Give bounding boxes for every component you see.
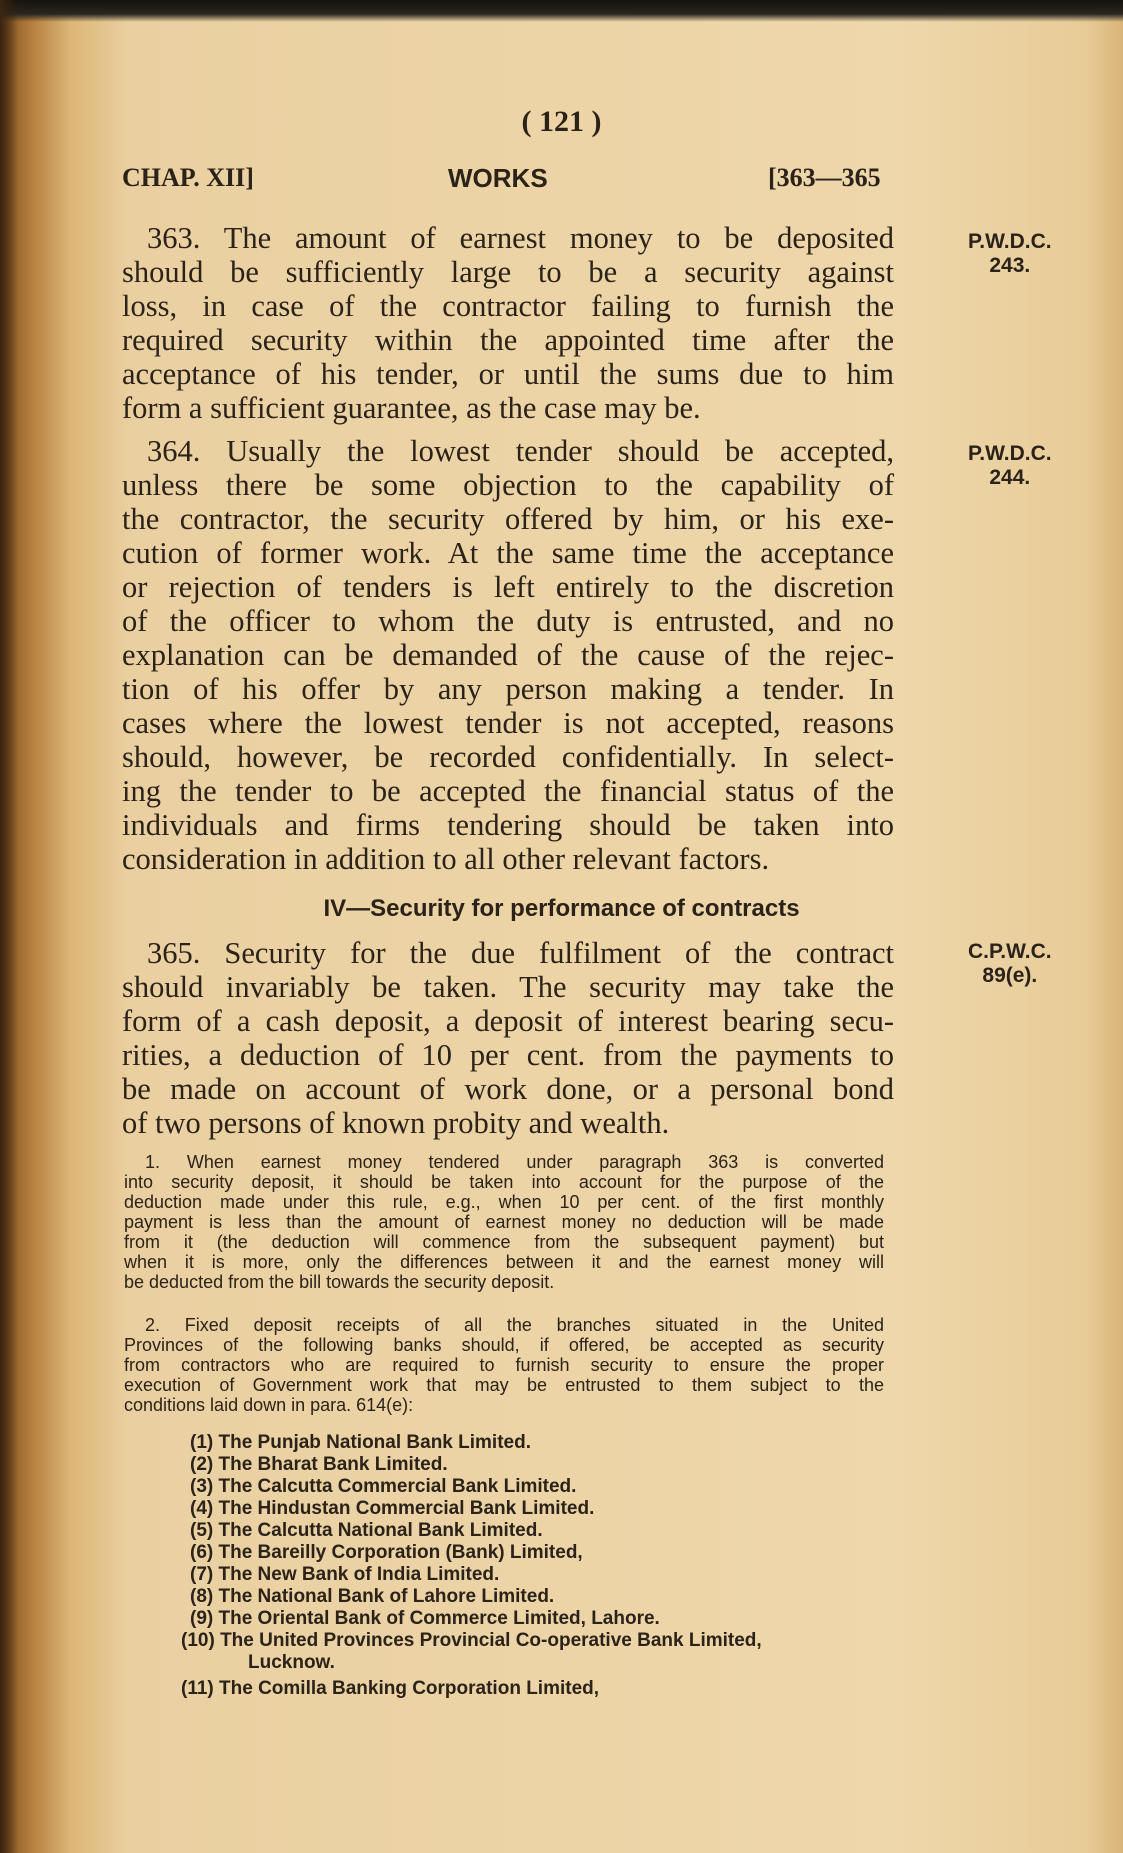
para-363-line: acceptance of his tender, or until the sums due to him <box>122 357 894 391</box>
bank-list-item: (6) The Bareilly Corporation (Bank) Limited, <box>190 1542 583 1563</box>
note-1-line: be deducted from the bill towards the security deposit. <box>124 1272 555 1292</box>
note-1-line: when it is more, only the differences between it and the earnest money will <box>124 1252 884 1272</box>
bank-list-item: (1) The Punjab National Bank Limited. <box>190 1432 531 1453</box>
para-365-line: 365. Security for the due fulfilment of the contract <box>147 936 894 970</box>
para-364-line: individuals and firms tendering should be taken into <box>122 808 894 842</box>
margin-ref-364 <box>968 442 1052 490</box>
para-364-line: ing the tender to be accepted the financial status of the <box>122 774 894 808</box>
para-363-line: form a sufficient guarantee, as the case may be. <box>122 391 701 425</box>
bank-list-item: (11) The Comilla Banking Corporation Limited, <box>181 1678 600 1699</box>
note-2-line: conditions laid down in para. 614(e): <box>124 1395 414 1415</box>
para-365-line: be made on account of work done, or a personal bond <box>122 1072 894 1106</box>
margin-ref-number: 243. <box>989 254 1031 277</box>
running-title: WORKS <box>448 163 548 193</box>
para-364-line: explanation can be demanded of the cause of the rejec- <box>122 638 894 672</box>
note-2-line: from contractors who are required to furnish security to ensure the proper <box>124 1355 884 1375</box>
para-364-line: tion of his offer by any person making a tender. In <box>122 672 894 706</box>
bank-list-item: (9) The Oriental Bank of Commerce Limited, Lahore. <box>190 1608 660 1629</box>
bank-list-item-continued: Lucknow. <box>248 1652 335 1673</box>
note-1-line: from it (the deduction will commence from the subsequent payment) but <box>124 1232 884 1252</box>
margin-ref-source: P.W.D.C. <box>968 442 1052 465</box>
page-number: ( 121 ) <box>521 105 602 138</box>
note-1-line: payment is less than the amount of earnest money no deduction will be made <box>124 1212 884 1232</box>
note-1-line: into security deposit, it should be taken into account for the purpose of the <box>124 1172 884 1192</box>
chapter-label: CHAP. XII] <box>122 163 254 192</box>
section-heading: IV—Security for performance of contracts <box>323 895 800 922</box>
para-364-line: 364. Usually the lowest tender should be accepted, <box>147 434 894 468</box>
margin-ref-365 <box>968 940 1052 988</box>
bank-list-item: (3) The Calcutta Commercial Bank Limited. <box>190 1476 577 1497</box>
bank-list-item: (4) The Hindustan Commercial Bank Limited. <box>190 1498 595 1519</box>
para-364-line: cases where the lowest tender is not accepted, reasons <box>122 706 894 740</box>
bank-list-item: (2) The Bharat Bank Limited. <box>190 1454 448 1475</box>
para-364-line: cution of former work. At the same time the acceptance <box>122 536 894 570</box>
bank-list-item: (8) The National Bank of Lahore Limited. <box>190 1586 555 1607</box>
margin-ref-number: 244. <box>989 466 1031 489</box>
para-364-line: unless there be some objection to the capability of <box>122 468 894 502</box>
para-365-line: form of a cash deposit, a deposit of interest bearing secu- <box>122 1004 894 1038</box>
note-2-line: 2. Fixed deposit receipts of all the branches situated in the United <box>145 1315 884 1335</box>
paragraph-range: [363—365 <box>768 163 881 192</box>
para-364-line: or rejection of tenders is left entirely to the discretion <box>122 570 894 604</box>
para-365-line: should invariably be taken. The security may take the <box>122 970 894 1004</box>
para-364-line: the contractor, the security offered by him, or his exe- <box>122 502 894 536</box>
margin-ref-number: 89(e). <box>982 964 1038 987</box>
note-1-line: deduction made under this rule, e.g., when 10 per cent. of the first monthly <box>124 1192 884 1212</box>
margin-ref-source: C.P.W.C. <box>968 940 1052 963</box>
para-365-line: of two persons of known probity and wealth. <box>122 1106 670 1140</box>
para-364-line: consideration in addition to all other relevant factors. <box>122 842 770 876</box>
para-364-line: should, however, be recorded confidentially. In select- <box>122 740 894 774</box>
para-365-line: rities, a deduction of 10 per cent. from the payments to <box>122 1038 894 1072</box>
bank-list-item: (5) The Calcutta National Bank Limited. <box>190 1520 543 1541</box>
para-363-line: loss, in case of the contractor failing to furnish the <box>122 289 894 323</box>
para-363-line: should be sufficiently large to be a security against <box>122 255 894 289</box>
margin-ref-363 <box>968 230 1052 278</box>
bank-list-item: (7) The New Bank of India Limited. <box>190 1564 500 1585</box>
note-2-line: execution of Government work that may be entrusted to them subject to the <box>124 1375 884 1395</box>
note-2-line: Provinces of the following banks should, if offered, be accepted as security <box>124 1335 884 1355</box>
para-363-line: required security within the appointed time after the <box>122 323 894 357</box>
bank-list-item: (10) The United Provinces Provincial Co-operative Bank Limited, <box>181 1630 762 1651</box>
margin-ref-source: P.W.D.C. <box>968 230 1052 253</box>
note-1-line: 1. When earnest money tendered under paragraph 363 is converted <box>145 1152 884 1172</box>
para-364-line: of the officer to whom the duty is entrusted, and no <box>122 604 894 638</box>
para-363-line: 363. The amount of earnest money to be deposited <box>147 221 894 255</box>
